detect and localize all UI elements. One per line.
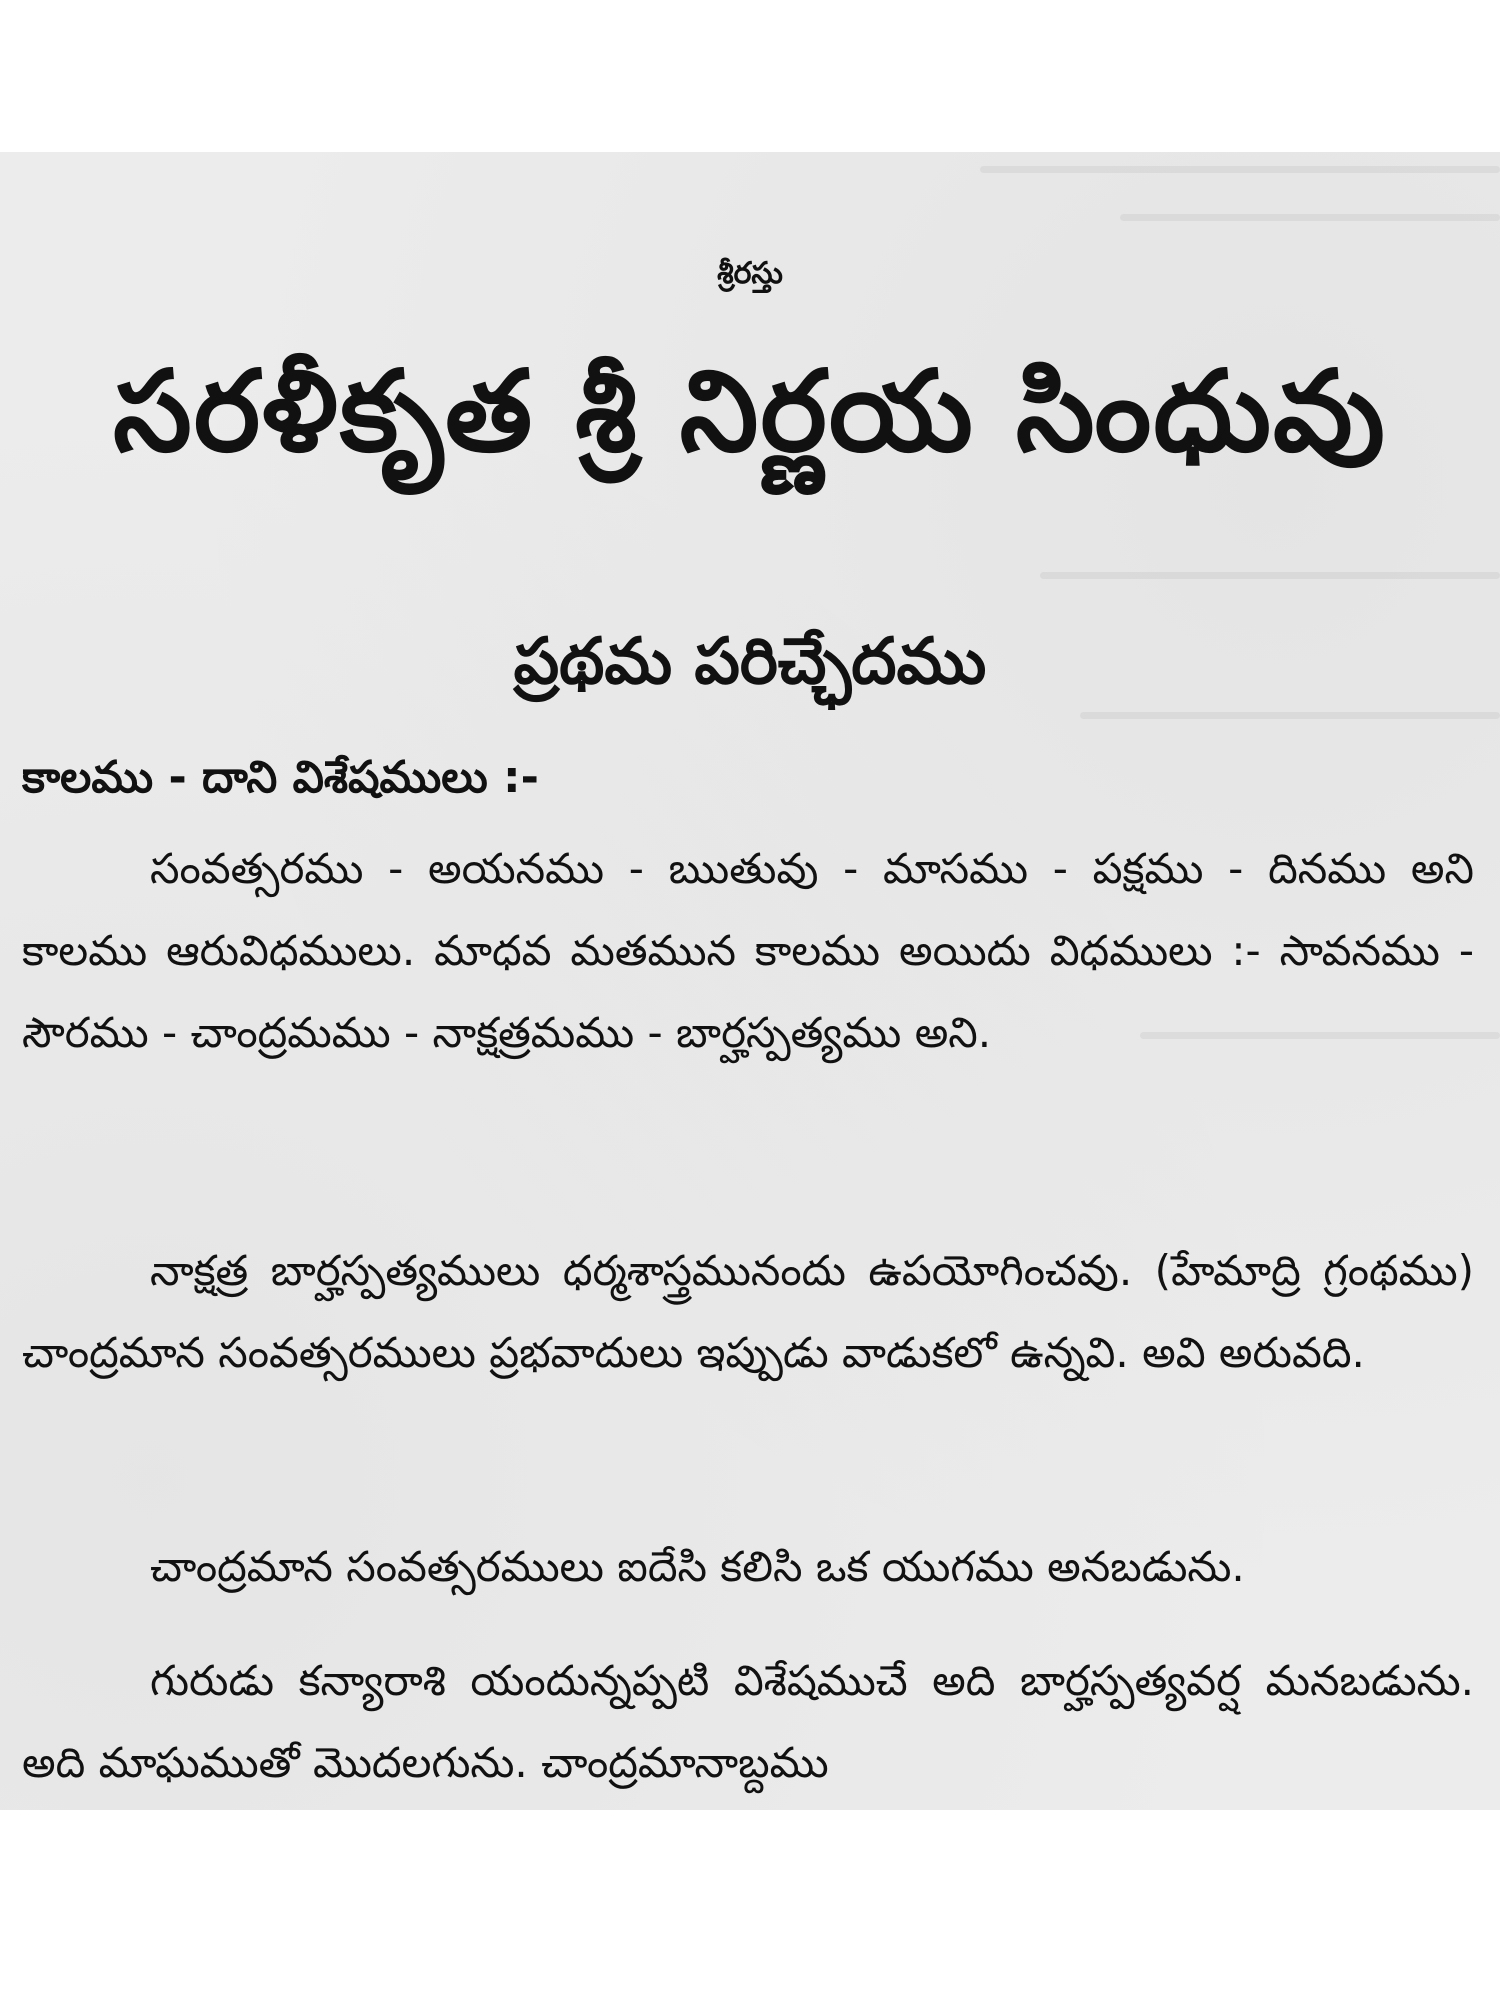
paragraph-2 <box>22 1230 1474 1394</box>
scanned-page <box>0 152 1500 1810</box>
paragraph-text: సంవత్సరము - అయనము - ఋతువు - మాసము - పక్షము - దినము అని కాలము ఆరువిధములు. మాధవ మతమున కాలము అయిదు విధములు :- సావనము - సౌరము - చాంద్రమము - నాక్షత్రమము - బార్హస్పత్యము అని. <box>22 844 1474 1057</box>
paragraph-text: నాక్షత్ర బార్హస్పత్యములు ధర్మశాస్త్రమునందు ఉపయోగించవు. (హేమాద్రి గ్రంథము) చాంద్రమాన సంవత్సరములు ప్రభవాదులు ఇప్పుడు వాడుకలో ఉన్నవి. అవి అరువది. <box>22 1246 1474 1377</box>
paragraph-1 <box>22 828 1474 1074</box>
bleed-through-line <box>1040 572 1500 579</box>
bleed-through-line <box>1080 712 1500 719</box>
chapter-title: ప్రథమ పరిచ్ఛేదము <box>513 625 987 699</box>
bleed-through-line <box>980 166 1500 173</box>
section-heading: కాలము - దాని విశేషములు :- <box>22 752 539 803</box>
bleed-through-line <box>1120 214 1500 221</box>
invocation-text: శ్రీరస్తు <box>717 256 783 291</box>
paragraph-3 <box>22 1526 1474 1608</box>
paragraph-4 <box>22 1640 1474 1804</box>
book-title: సరళీకృత శ్రీ నిర్ణయ సింధువు <box>113 347 1387 477</box>
paragraph-text: గురుడు కన్యారాశి యందున్నప్పటి విశేషముచే అది బార్హస్పత్యవర్ష మనబడును. అది మాఘముతో మొదలగును. చాంద్రమానాబ్దము <box>22 1656 1474 1787</box>
paragraph-text: చాంద్రమాన సంవత్సరములు ఐదేసి కలిసి ఒక యుగము అనబడును. <box>150 1542 1245 1591</box>
